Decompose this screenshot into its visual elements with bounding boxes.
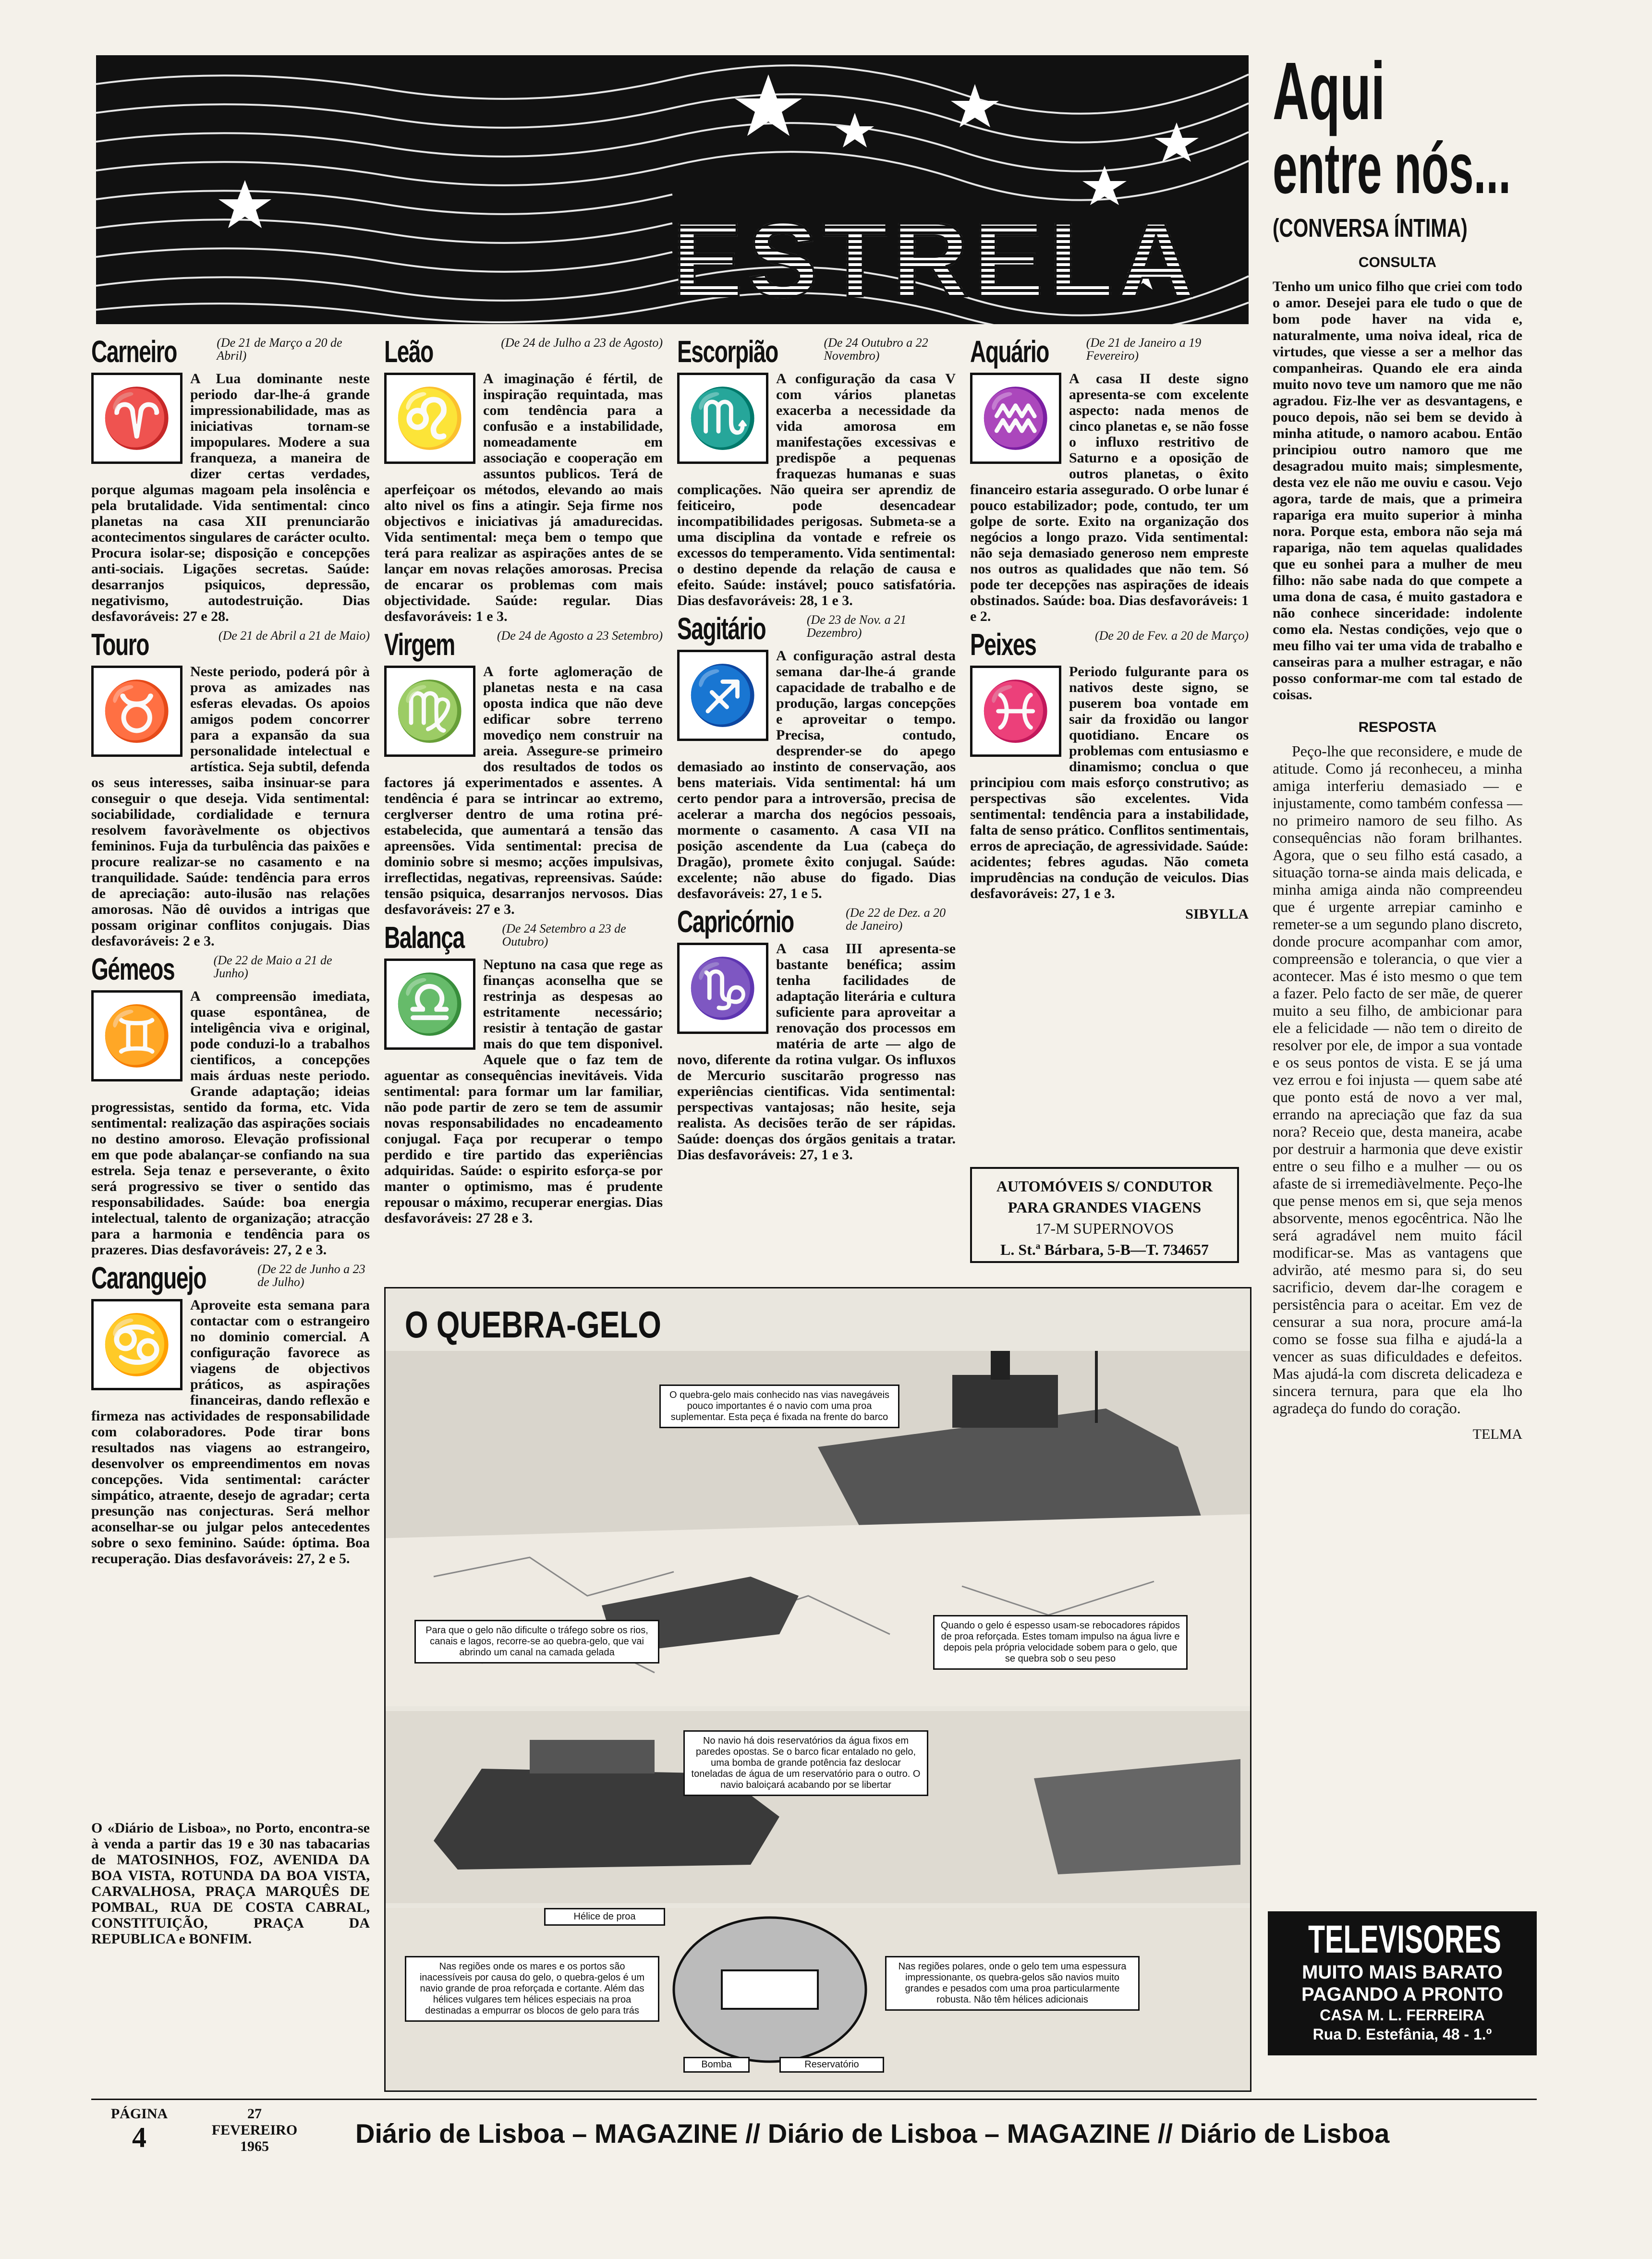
conversa-intima-column <box>1273 46 1522 1443</box>
porto-notice: O «Diário de Lisboa», no Porto, encontra-se à venda a partir das 19 e 30 nas tabacarias de MATOSINHOS, FOZ, AVENIDA DA BOA VISTA, ROTUNDA DA BOA VISTA, CARVALHOSA, PRAÇA MARQUÊS DE POMBAL, RUA DE COSTA CABRAL, CONSTITUIÇÃO, PRAÇA DA REPUBLICA e BONFIM. <box>91 1820 370 1947</box>
sign-text: Aproveite esta semana para contactar com o estrangeiro no dominio comercial. A configuração favorece as viagens de objectivos práticos, as aspirações financeiras, dando reflexão e firmeza nas actividades de responsabilidade com colaboradores. Pode tirar bons resultados nas viagens ao estrangeiro, desenvolver os empreendimentos em novas concepções. Vida sentimental: carácter simpático, atraente, desejo de agradar; certa presunção nas conjecturas. Será melhor aconselhar-se ou julgar pelos antecedentes sobre o sexo feminino. Saúde: óptima. Boa recuperação. Dias desfavoráveis: 27, 2 e 5. <box>91 1297 370 1567</box>
caption-rebocadores: Quando o gelo é espesso usam-se rebocadores rápidos de proa reforçada. Estes tomam impulso na água livre e depois pela própria velocidade sobem para o gelo, que se quebra sob o seu peso <box>933 1615 1188 1670</box>
sign-name: Touro <box>91 627 149 662</box>
sign-dates: (De 24 de Julho a 23 de Agosto) <box>501 336 663 350</box>
estrela-title: ESTRELA <box>672 199 1199 321</box>
horoscope-column-2 <box>384 336 663 1249</box>
page-number: 4 <box>132 2122 146 2153</box>
caption-canal-gelado: Para que o gelo não dificulte o tráfego sobre os rios, canais e lagos, recorre-se ao quebra-gelo, que vai abrindo um canal na camada gelada <box>414 1620 659 1664</box>
issue-day: 27 <box>247 2106 262 2122</box>
caption-reservatorios: No navio há dois reservatórios da água fixos em paredes opostas. Se o barco ficar entalado no gelo, uma bomba de grande potência faz deslocar toneladas de água de um reservatório para o outro. O navio baloiçará acabando por se libertar <box>683 1730 928 1796</box>
ad-line: PAGANDO A PRONTO <box>1301 1984 1504 2005</box>
sign-escorpiao <box>677 336 956 608</box>
sign-name: Caranguejo <box>91 1261 206 1295</box>
ad-line: 17-M SUPERNOVOS <box>1035 1220 1174 1237</box>
quebra-gelo-title: O QUEBRA-GELO <box>405 1303 661 1346</box>
sign-name: Leão <box>384 336 433 369</box>
label-bomba: Bomba <box>683 2057 750 2073</box>
horoscope-signature: SIBYLLA <box>1185 906 1249 922</box>
consulta-text: Tenho um unico filho que criei com todo o amor. Desejei para ele tudo o que de bom pode haver na vida e, naturalmente, uma noiva ideal, rica de virtudes, que viesse a ser a melhor das companheiras. Quando ele era ainda muito novo teve um namoro que me não agradou. Fiz-lhe ver as desvantagens, e pouco depois, não sei bem se devido à minha atitude, o namoro acabou. Então principiou outro namoro que me desagradou muito mais; simplesmente, desta vez ele não me ouviu e casou. Vejo agora, tarde de mais, que a primeira rapariga era muito superior à minha nora. Porque esta, embora não seja má rapariga, não tem aquelas qualidades que eu sonhei para a mulher de meu filho: não sabe nada do que compete a uma dona de casa, é muito gastadora e não conhece sinceridade: indolente como ela. Nestas condições, vejo que o meu filho vai ter uma vida de trabalho e canseiras para a mulher estragar, e não posso conformar-me com tal estado de coisas. <box>1273 279 1522 703</box>
sign-dates: (De 20 de Fev. a 20 de Março) <box>1094 629 1249 643</box>
sign-dates: (De 21 de Abril a 21 de Maio) <box>218 629 370 643</box>
sign-sagitario <box>677 613 956 901</box>
sign-touro <box>91 629 370 949</box>
sign-text: A forte aglomeração de planetas nesta e na casa oposta indica que não deve edificar sobre terreno movediço nem construir na areia. Assegure-se primeiro dos resultados de todos os factores já experimentados e assentes. A tendência é para se intrincar ao extremo, cerglverser dentro de uma rotina pré-estabelecida, que aumentará a tensão das apreensões. Vida sentimental: precisa de dominio sobre si mesmo; acções impulsivas, irreflectidas, negativas, repreensivas. Saúde: tensão psiquica, desarranjos nervosos. Dias desfavoráveis: 27 e 3. <box>384 664 663 917</box>
sign-name: Peixes <box>970 627 1036 662</box>
water-bearer-icon: ♒ <box>970 373 1061 464</box>
sign-balanca <box>384 922 663 1226</box>
sign-name: Aquário <box>970 336 1049 369</box>
twins-icon: ♊ <box>91 990 182 1081</box>
star-icon <box>836 113 874 147</box>
page-number-block <box>91 2106 187 2153</box>
sign-text: Neste periodo, poderá pôr à prova as amizades nas esferas elevadas. Os apoios amigos podem concorrer para a expansão da sua personalidade intelectual e artística. Seja subtil, defenda os seus interesses, saiba insinuar-se para conseguir o que deseja. Vida sentimental: sociabilidade, cordialidade e ternura resolvem favoràvelmente os objectivos femininos. Fuja da turbulência das paixões e procure realizar-se no casamento e na tranquilidade. Saúde: tendência para erros de apreciação: auto-ilusão nas relações amorosas. Não dê ouvidos a intrigas que possam originar conflitos conjugais. Dias desfavoráveis: 2 e 3. <box>91 664 370 949</box>
horoscope-column-4 <box>970 336 1249 1153</box>
sign-capricornio <box>677 906 956 1163</box>
scorpion-icon: ♏ <box>677 373 768 464</box>
column-title-aqui: Aqui <box>1273 46 1385 137</box>
ram-icon: ♈ <box>91 373 182 464</box>
sign-text: A configuração da casa V com vários planetas exacerba a necessidade da vida amorosa em manifestações excessivas e predispõe a pequenas fraquezas humanas e suas complicações. Não queira ser aprendiz de feiticeiro, pode desencadear incompatibilidades perigosas. Submeta-se a uma disciplina da vontade e refreie os excessos do temperamento. Vida sentimental: o destino depende da relação de causa e efeito. Saúde: instável; pouco satisfatória. Dias desfavoráveis: 28, 1 e 3. <box>677 371 956 608</box>
lion-icon: ♌ <box>384 373 475 464</box>
ad-line: MUITO MAIS BARATO <box>1302 1962 1503 1983</box>
automoveis-ad <box>970 1167 1239 1263</box>
ad-line: Rua D. Estefânia, 48 - 1.º <box>1312 2026 1492 2043</box>
crab-icon: ♋ <box>91 1299 182 1390</box>
column-signature: TELMA <box>1472 1426 1522 1442</box>
sign-text: Periodo fulgurante para os nativos deste signo, se puserem boa vontade em sair da froxidão ou langor quotidiano. Encare os problemas com entusiasmo e dinamismo; conclua o que principiou com mais esforço construtivo; as perspectivas são excelentes. Vida sentimental: tendência para a instabilidade, falta de senso prático. Conflitos sentimentais, erros de apreciação, de agressividade. Saúde: acidentes; febres agudas. Não cometa imprudências na condução de veiculos. Dias desfavoráveis: 27, 1 e 3. <box>970 664 1249 901</box>
sign-carneiro <box>91 336 370 624</box>
sign-dates: (De 23 de Nov. a 21 Dezembro) <box>806 613 907 640</box>
virgin-icon: ♍ <box>384 666 475 757</box>
resposta-text: Peço-lhe que reconsidere, e mude de atitude. Como já reconheceu, a minha amiga interferiu demasiado — e injustamente, como também confessa — no primeiro namoro de seu filho. As consequências não foram brilhantes. Agora, que o seu filho está casado, a situação torna-se ainda mais delicada, e minha amiga ainda não compreendeu que é urgente arrepiar caminho e remeter-se a um segundo plano discreto, donde procure acompanhar com amor, compreensão e tolerancia, o que vier a acontecer. Mas é isto mesmo o que tem a fazer. Pelo facto de ser mãe, de querer muito a seu filho, de ambicionar para ele a felicidade — não tem o direito de resolver por ele, de impor a sua vontade e os seus pontos de vista. E se já uma vez errou e foi injusta — quem sabe até que ponto está de novo a ver mal, errando na apreciação que faz da sua nora? Receio que, desta maneira, acabe por destruir a harmonia que deve existir entre o seu filho e a mulher — ou os afaste de si irremediàvelmente. Peço-lhe que pense menos em si, que seja menos absorvente, menos egocêntrica. Não lhe será agradável nem muito fácil modificar-se. Mas as vantagens que advirão, até mesmo para si, do seu sacrificio, devem dar-lhe coragem e persistência para o aceitar. Em vez de censurar a sua nora, procure amá-la como se fosse sua filha e ajudá-la a vencer as suas dificuldades e defeitos. Mas ajudá-la com discreta delicadeza e sincera ternura, para que ela lho agradeça do fundo do coração. <box>1273 742 1522 1417</box>
quebra-gelo-panel <box>384 1287 1251 2092</box>
sign-name: Gémeos <box>91 952 175 986</box>
sign-name: Carneiro <box>91 336 177 369</box>
ad-line: AUTOMÓVEIS S/ CONDUTOR <box>996 1178 1213 1195</box>
footer-rule <box>91 2099 1537 2100</box>
sign-text: A Lua dominante neste periodo dar-lhe-á grande impressionabilidade, mas as iniciativas tornam-se impopulares. Modere a sua franqueza, a maneira de dizer certas verdades, porque algumas magoam pela insolência e pela brutalidade. Vida sentimental: cinco planetas na casa XII prenunciarão acontecimentos singulares de carácter oculto. Procura isolar-se; disposição e concepções anti-sociais. Ligações secretas. Saúde: desarranjos psiquicos, depressão, negativismo, autodestruição. Dias desfavoráveis: 27 e 28. <box>91 371 370 624</box>
sign-dates: (De 24 Setembro a 23 de Outubro) <box>502 922 626 948</box>
horoscope-column-1 <box>91 336 370 1806</box>
issue-month: FEVEREIRO <box>211 2122 298 2138</box>
masthead-footer: Diário de Lisboa – MAGAZINE // Diário de Lisboa – MAGAZINE // Diário de Lisboa <box>355 2118 1390 2149</box>
sign-virgem <box>384 629 663 917</box>
televisores-ad <box>1268 1911 1537 2055</box>
resposta-label: RESPOSTA <box>1358 719 1437 735</box>
label-reservatorio: Reservatório <box>779 2057 884 2073</box>
column-subtitle: (CONVERSA ÍNTIMA) <box>1273 214 1468 243</box>
sign-text: A compreensão imediata, quase espontânea, de inteligência viva e original, pode conduzi-lo a trabalhos cientificos, a concepções mais árduas neste periodo. Grande adaptação; ideias progressistas, sentido da forma, etc. Vida sentimental: realização das aspirações sociais no destino amoroso. Elevação profissional em que pode abalançar-se confiando na sua estrela. Seja tenaz e perseverante, o êxito será progressivo se tiver o sentido das responsabilidades. Saúde: boa energia intelectual, talento de organização; atracção para a harmonia e tendência para os prazeres. Dias desfavoráveis: 27, 2 e 3. <box>91 988 370 1258</box>
star-icon <box>1154 122 1199 162</box>
star-icon <box>735 74 802 136</box>
sign-text: A configuração astral desta semana dar-lhe-á grande capacidade de trabalho e de produção, largas concepções e aproveitar o tempo. Precisa, contudo, desprender-se do apego demasiado ao instinto de conservação, aos bens materiais. Vida sentimental: há um certo pendor para a introversão, precisa de acelerar a marcha dos negócios pessoais, mormente o casamento. A casa VII na posição ascendente da Lua (cabeça do Dragão), promete êxito conjugal. Saúde: excelente; não abuse do figado. Dias desfavoráveis: 27, 1 e 5. <box>677 648 956 901</box>
column-title-entre-nos: entre nós... <box>1273 128 1511 208</box>
caption-proa-suplementar: O quebra-gelo mais conhecido nas vias navegáveis pouco importantes é o navio com uma proa suplementar. Esta peça é fixada na frente do barco <box>659 1385 899 1428</box>
sign-name: Escorpião <box>677 336 778 369</box>
sign-text: Neptuno na casa que rege as finanças aconselha que se restrinja as despesas ao estritamente necessário; resistir à tentação de gastar mais do que tem disponivel. Aquele que o faz tem de aguentar as consequências inevitáveis. Vida sentimental: para formar um lar familiar, não pode partir de zero se tem de assumir novas responsabilidades no encadeamento conjugal. Faça por recuperar o tempo perdido e tire partido das experiências adquiridas. Saúde: o espirito esforça-se por manter o optimismo, mas é prudente repousar o máximo, recuperar energias. Dias desfavoráveis: 27 28 e 3. <box>384 957 663 1226</box>
consulta-label: CONSULTA <box>1358 255 1437 270</box>
sign-dates: (De 21 de Janeiro a 19 Fevereiro) <box>1086 336 1202 363</box>
sign-name: Virgem <box>384 627 455 662</box>
fish-icon: ♓ <box>970 666 1061 757</box>
sign-peixes <box>970 629 1249 901</box>
bull-icon: ♉ <box>91 666 182 757</box>
issue-year: 1965 <box>240 2138 269 2154</box>
pagina-label: PÁGINA <box>110 2106 168 2122</box>
scales-icon: ♎ <box>384 959 475 1050</box>
sign-name: Capricórnio <box>677 904 794 939</box>
sign-dates: (De 24 de Agosto a 23 Setembro) <box>497 629 663 643</box>
sign-dates: (De 22 de Junho a 23 de Julho) <box>257 1262 365 1289</box>
sign-dates: (De 21 de Março a 20 de Abril) <box>217 336 342 363</box>
label-helice-de-proa: Hélice de proa <box>544 1908 665 1926</box>
goat-icon: ♑ <box>677 943 768 1034</box>
issue-date <box>202 2106 307 2155</box>
sign-text: A casa III apresenta-se bastante benéfica; assim tenha facilidades de adaptação literária e cultura suficiente para aproveitar a renovação dos processos em matéria de arte — algo de novo, diferente da rotina vulgar. Os influxos de Mercurio suscitarão progresso nas experiências cientificas. Vida sentimental: perspectivas vantajosas; não hesite, seja realista. As decisões terão de ser rápidas. Saúde: doenças dos órgãos genitais a tratar. Dias desfavoráveis: 27, 1 e 3. <box>677 941 956 1163</box>
archer-icon: ♐ <box>677 650 768 741</box>
caption-regioes-polares: Nas regiões polares, onde o gelo tem uma espessura impressionante, os quebra-gelos são navios muito grandes e pesados com uma proa particularmente robusta. Não têm hélices adicionais <box>885 1956 1140 2011</box>
sign-dates: (De 22 de Dez. a 20 de Janeiro) <box>846 906 946 933</box>
caption-regioes-mares: Nas regiões onde os mares e os portos são inacessíveis por causa do gelo, o quebra-gelos é um navio grande de proa reforçada e cortante. Além das hélices vulgares tem hélices especiais na proa destinadas a empurrar os blocos de gelo para trás <box>405 1956 659 2022</box>
sign-name: Balança <box>384 920 464 955</box>
sign-caranguejo <box>91 1263 370 1567</box>
sign-gemeos <box>91 954 370 1258</box>
sign-dates: (De 22 de Maio a 21 de Junho) <box>213 953 332 980</box>
sign-text: A casa II deste signo apresenta-se com excelente aspecto: nada menos de cinco planetas e, se não fosse o influxo restritivo de Saturno e a oposição de outros planetas, o êxito financeiro estaria assegurado. O orbe lunar é pouco estabilizador; pode, contudo, ter um golpe de sorte. Exito na organização dos negócios a longo prazo. Vida sentimental: não seja demasiado generoso nem empreste nos outros as qualidades que não tem. Só pode ter decepções nas aspirações de ideais obstinados. Saúde: boa. Dias desfavoráveis: 1 e 2. <box>970 371 1249 624</box>
ad-headline: TELEVISORES <box>1308 1918 1501 1961</box>
ad-line: PARA GRANDES VIAGENS <box>1008 1199 1202 1216</box>
sign-aquario <box>970 336 1249 624</box>
sign-leao <box>384 336 663 624</box>
horoscope-column-3 <box>677 336 956 1249</box>
estrela-banner <box>96 55 1249 324</box>
sign-name: Sagitário <box>677 611 766 646</box>
sign-dates: (De 24 Outubro a 22 Novembro) <box>824 336 928 363</box>
ad-line: CASA M. L. FERREIRA <box>1320 2006 1485 2024</box>
sign-text: A imaginação é fértil, de inspiração requintada, mas com tendência para a confusão e a instabilidade, nomeadamente em associação e cooperação em assuntos publicos. Terá de aperfeiçoar os métodos, elevando ao mais alto nivel os fins a atingir. Seja firme nos objectivos e iniciativas já amadurecidas. Vida sentimental: meça bem o tempo que terá para realizar as aspirações antes de se lançar em novas relações amorosas. Precisa de encarar os problemas com mais objectividade. Saúde: regular. Dias desfavoráveis: 1 e 3. <box>384 371 663 624</box>
ad-line: L. St.ª Bárbara, 5-B—T. 734657 <box>1000 1241 1209 1258</box>
